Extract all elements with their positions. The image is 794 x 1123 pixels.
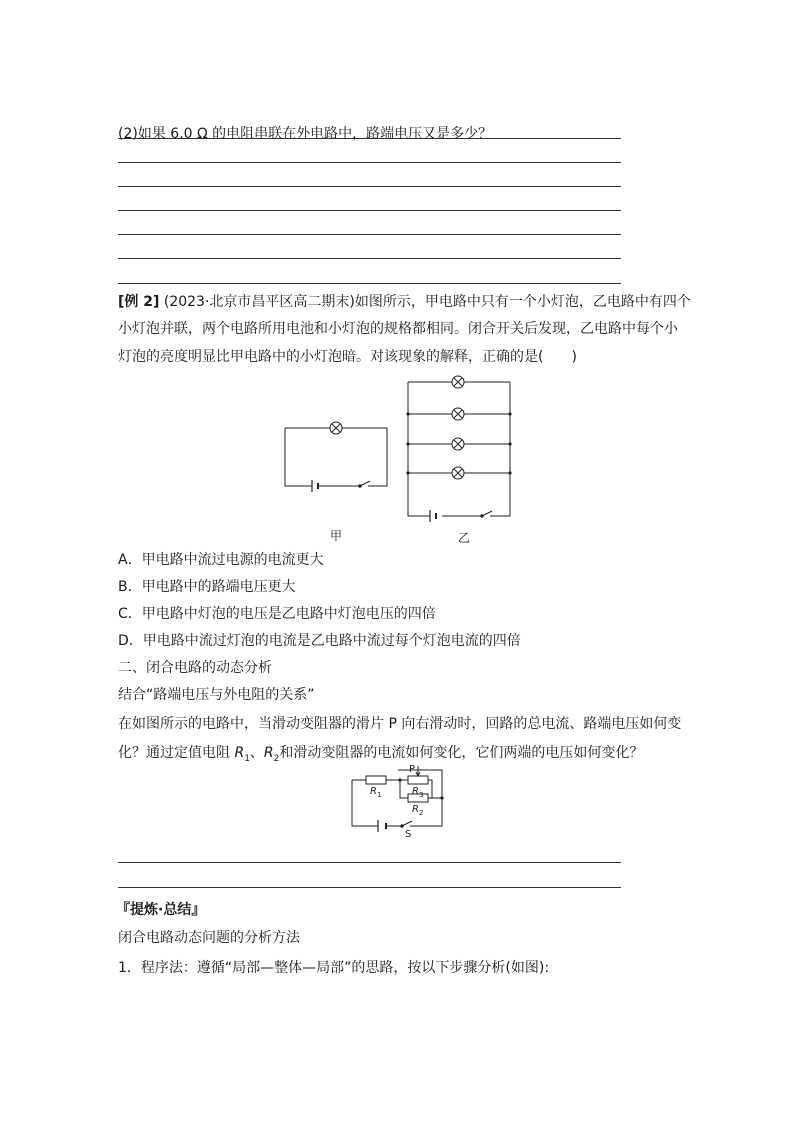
answer-line <box>118 887 621 888</box>
option-a: A．甲电路中流过电源的电流更大 <box>118 552 324 568</box>
example-2-line-2: 小灯泡并联，两个电路所用电池和小灯泡的规格都相同。闭合开关后发现，乙电路中每个小 <box>118 321 678 337</box>
answer-line <box>118 138 621 139</box>
label-p: P <box>409 764 416 775</box>
answer-line <box>118 283 621 284</box>
label-r3: $R_3$ <box>412 786 424 799</box>
section-heading: 二、闭合电路的动态分析 <box>118 660 272 676</box>
circuit-figure-jia-yi <box>0 368 794 548</box>
figure-label-yi: 乙 <box>458 531 471 545</box>
answer-line <box>118 862 621 863</box>
section-question-line-2: 化？通过定值电阻 $R_1$、$R_2$和滑动变阻器的电流如何变化，它们两端的电压如何变化？ <box>118 745 644 764</box>
section-lead: 结合“路端电压与外电阻的关系” <box>118 687 315 703</box>
option-c: C．甲电路中灯泡的电压是乙电路中灯泡电压的四倍 <box>118 606 436 622</box>
summary-heading: 『提炼·总结』 <box>116 902 206 918</box>
answer-line <box>118 162 621 163</box>
label-s: S <box>405 829 412 840</box>
label-r1: $R_1$ <box>370 786 382 799</box>
answer-line <box>118 210 621 211</box>
label-r2: $R_2$ <box>412 804 424 817</box>
example-2-line-1: [例 2] (2023·北京市昌平区高二期末)如图所示，甲电路中只有一个小灯泡，乙电路中有四个 <box>118 294 691 310</box>
section-question-line-1: 在如图所示的电路中，当滑动变阻器的滑片 P 向右滑动时，回路的总电流、路端电压如何变 <box>118 716 682 732</box>
summary-line-1: 闭合电路动态问题的分析方法 <box>118 930 300 946</box>
example-2-line-3: 灯泡的亮度明显比甲电路中的小灯泡暗。对该现象的解释，正确的是( ) <box>118 349 577 365</box>
option-d: D．甲电路中流过灯泡的电流是乙电路中流过每个灯泡电流的四倍 <box>118 633 521 649</box>
figure-label-jia: 甲 <box>330 529 343 543</box>
answer-line <box>118 234 621 235</box>
question-2-text: (2)如果 6.0 Ω 的电阻串联在外电路中，路端电压又是多少？ <box>118 126 493 142</box>
answer-line <box>118 258 621 259</box>
summary-line-2: 1．程序法：遵循“局部—整体—局部”的思路，按以下步骤分析(如图): <box>118 960 550 976</box>
example-tag: [例 2] <box>118 294 160 310</box>
option-b: B．甲电路中的路端电压更大 <box>118 579 296 595</box>
dynamic-circuit-figure <box>0 762 794 842</box>
answer-line <box>118 186 621 187</box>
